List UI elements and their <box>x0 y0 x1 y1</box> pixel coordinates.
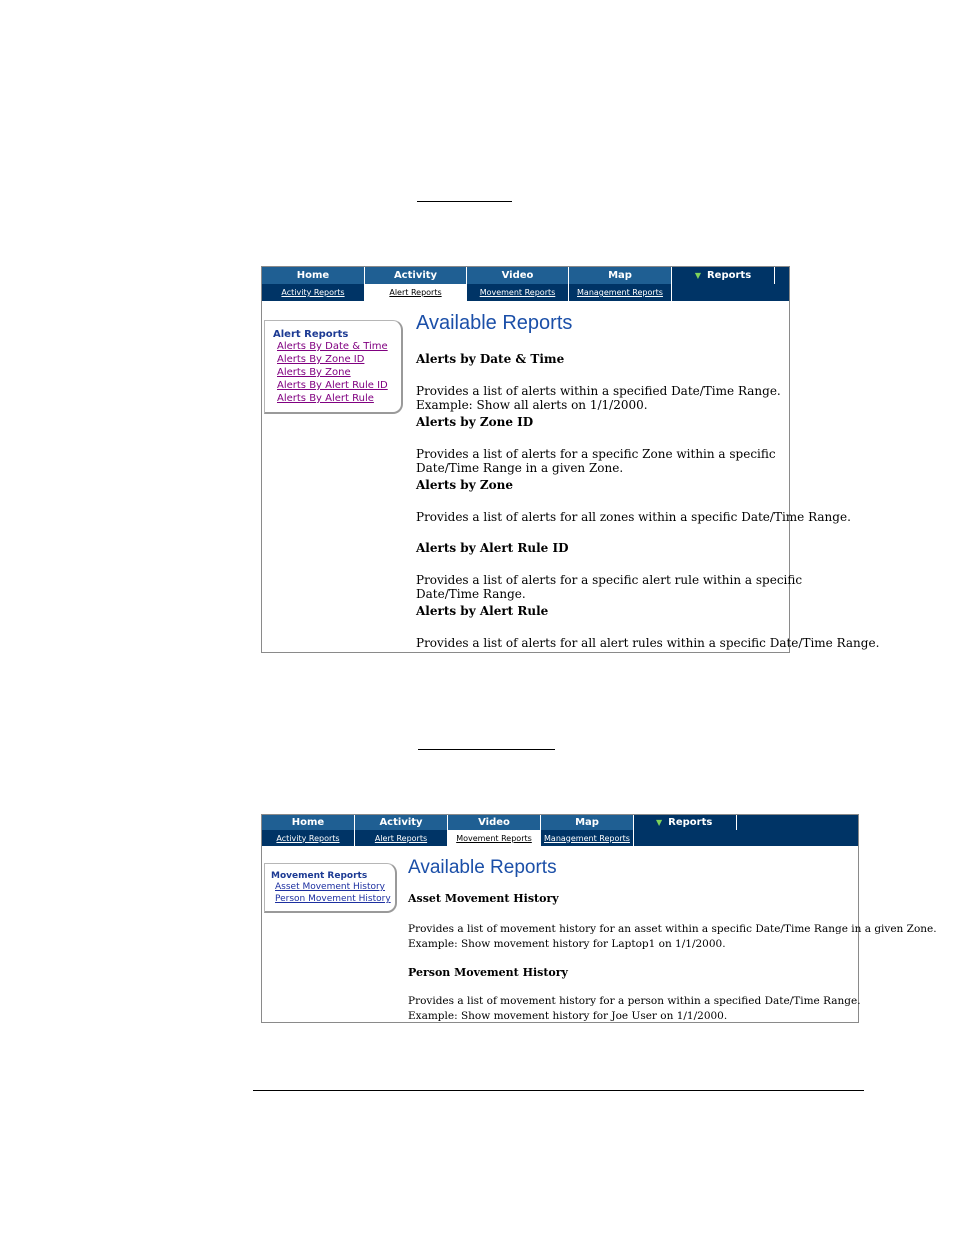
sidebar-link-alerts-by-zone-id[interactable]: Alerts By Zone ID <box>277 354 365 365</box>
report-title: Person Movement History <box>408 966 568 979</box>
footer-rule <box>253 1090 864 1091</box>
tab-map[interactable]: Map <box>569 267 672 284</box>
alert-reports-screenshot <box>261 266 880 653</box>
movement-reports-screenshot <box>261 814 937 1023</box>
tab-activity[interactable]: Activity <box>365 267 467 284</box>
main-nav <box>262 815 858 831</box>
report-description: Provides a list of alerts within a specified Date/Time Range. Example: Show all alerts on 1/1/2000. <box>416 384 781 412</box>
tab-reports[interactable]: ▼ Reports <box>672 267 775 284</box>
sidebar-link-alerts-by-date-time[interactable]: Alerts By Date & Time <box>277 341 388 352</box>
report-description: Provides a list of alerts for a specific alert rule within a specific Date/Time Range. <box>416 573 803 601</box>
sub-nav <box>262 830 858 846</box>
report-title: Asset Movement History <box>408 892 559 905</box>
tab-home[interactable]: Home <box>262 267 365 284</box>
report-description: Provides a list of movement history for a person within a specified Date/Time Range. Example: Show movement history for Joe User on 1/1/2000. <box>408 995 861 1022</box>
nav-filler <box>737 815 858 830</box>
subtab-management-reports[interactable]: Management Reports <box>569 284 672 301</box>
report-title: Alerts by Alert Rule ID <box>416 541 569 555</box>
subtab-management-reports[interactable]: Management Reports <box>541 830 634 846</box>
subtab-activity-reports[interactable]: Activity Reports <box>262 284 365 301</box>
page-title: Available Reports <box>408 857 557 878</box>
movement-reports-sidebar <box>264 863 397 913</box>
blank-underline-2 <box>418 749 555 750</box>
subtab-alert-reports[interactable]: Alert Reports <box>365 284 467 301</box>
triangle-down-icon: ▼ <box>656 818 663 827</box>
report-title: Alerts by Zone ID <box>416 415 534 429</box>
subtab-movement-reports[interactable]: Movement Reports <box>448 830 541 846</box>
main-nav <box>262 267 789 285</box>
tab-home[interactable]: Home <box>262 815 355 830</box>
alert-reports-sidebar <box>264 320 403 414</box>
page-title: Available Reports <box>416 312 573 334</box>
report-title: Alerts by Date & Time <box>416 352 565 366</box>
tab-video[interactable]: Video <box>448 815 541 830</box>
nav-filler <box>775 267 789 284</box>
report-title: Alerts by Zone <box>416 478 513 492</box>
sidebar-title: Alert Reports <box>273 329 349 340</box>
sidebar-link-person-movement-history[interactable]: Person Movement History <box>275 894 391 904</box>
sidebar-link-alerts-by-alert-rule-id[interactable]: Alerts By Alert Rule ID <box>277 380 388 391</box>
sidebar-link-alerts-by-zone[interactable]: Alerts By Zone <box>277 367 351 378</box>
sub-nav <box>262 284 789 301</box>
subtab-movement-reports[interactable]: Movement Reports <box>467 284 569 301</box>
tab-video[interactable]: Video <box>467 267 569 284</box>
report-description: Provides a list of alerts for all zones within a specific Date/Time Range. <box>416 510 851 524</box>
sidebar-link-alerts-by-alert-rule[interactable]: Alerts By Alert Rule <box>277 393 374 404</box>
report-description: Provides a list of movement history for an asset within a specific Date/Time Range in a given Zone. Example: Show movement history for Laptop1 on 1/1/2000. <box>408 923 937 950</box>
subnav-filler <box>634 830 858 846</box>
blank-underline-1 <box>417 201 512 202</box>
triangle-down-icon: ▼ <box>694 271 701 280</box>
tab-reports[interactable]: ▼ Reports <box>634 815 737 830</box>
report-title: Alerts by Alert Rule <box>416 604 549 618</box>
tab-map[interactable]: Map <box>541 815 634 830</box>
sidebar-link-asset-movement-history[interactable]: Asset Movement History <box>275 882 386 892</box>
report-description: Provides a list of alerts for a specific Zone within a specific Date/Time Range in a given Zone. <box>416 447 776 475</box>
tab-activity[interactable]: Activity <box>355 815 448 830</box>
report-description: Provides a list of alerts for all alert rules within a specific Date/Time Range. <box>416 636 880 650</box>
subtab-alert-reports[interactable]: Alert Reports <box>355 830 448 846</box>
subtab-activity-reports[interactable]: Activity Reports <box>262 830 355 846</box>
sidebar-title: Movement Reports <box>271 871 368 881</box>
subnav-filler <box>672 284 789 301</box>
